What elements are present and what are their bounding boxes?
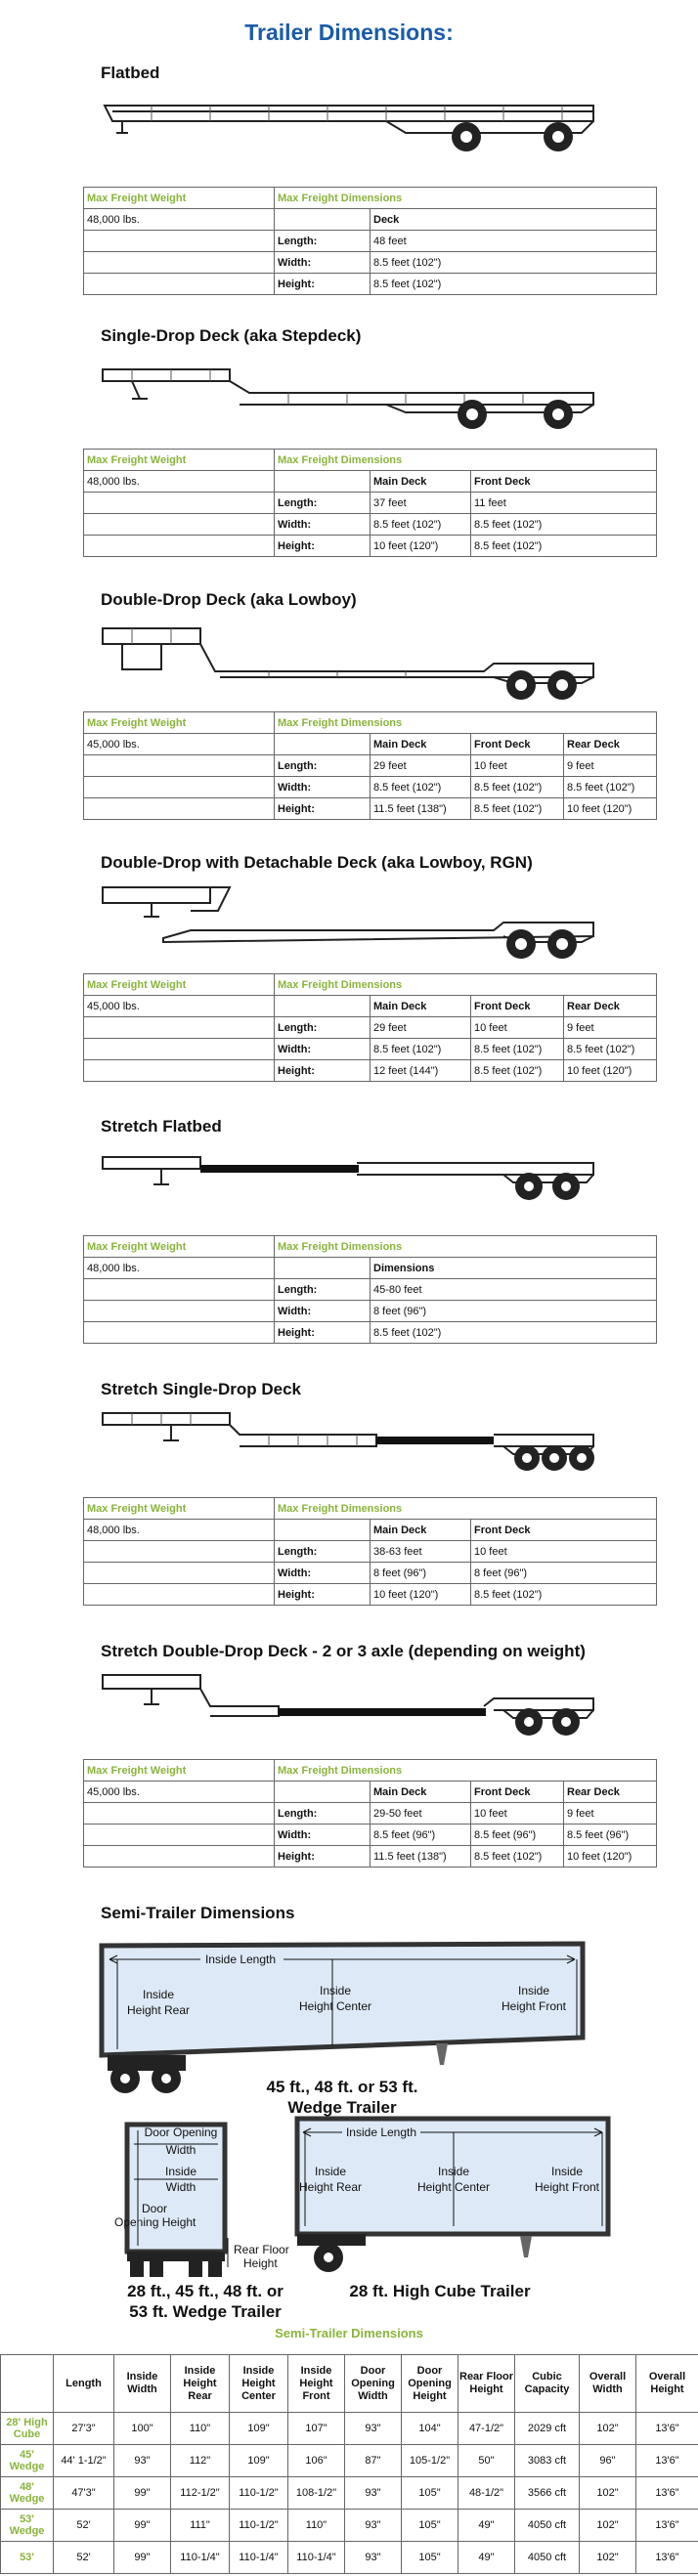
label-cube-height-center: Height Center	[416, 2180, 491, 2194]
stretch-double-drop-drawing	[93, 1667, 601, 1739]
label-inside-rear: Inside	[142, 1988, 175, 2001]
wedge-trailer-side-diagram	[98, 1940, 587, 2096]
rear-caption-line-2: 53 ft. Wedge Trailer	[129, 2302, 282, 2321]
rgn-trailer-drawing	[93, 878, 601, 964]
label-height-rear: Height Rear	[126, 2003, 191, 2017]
single-drop-trailer-drawing	[93, 360, 601, 432]
section-title-single-drop: Single-Drop Deck (aka Stepdeck)	[101, 326, 362, 345]
section-title-double-drop: Double-Drop Deck (aka Lowboy)	[101, 590, 357, 609]
semi-table-title: Semi-Trailer Dimensions	[275, 2326, 423, 2340]
semi-table-header: Length Inside Width Inside Height Rear Inside Height Center Inside Height Front Door Opening Width Door Opening Height Rear Floor Height Cubic Capacity Overall Width Overall Height	[1, 2355, 698, 2413]
label-door-opening: Door Opening	[144, 2125, 218, 2139]
label-cube-height-rear: Height Rear	[298, 2180, 363, 2194]
table-row: 48' Wedge 47'3" 99" 112-1/2" 110-1/2" 108-1/2" 93" 105" 48-1/2" 3566 cft 102" 13'6"	[1, 2477, 698, 2510]
rear-caption-line-1: 28 ft., 45 ft., 48 ft. or	[127, 2282, 284, 2300]
label-cube-inside-front: Inside	[550, 2165, 584, 2178]
section-title-semi: Semi-Trailer Dimensions	[101, 1904, 295, 1922]
section-title-stretch-single-drop: Stretch Single-Drop Deck	[101, 1380, 301, 1398]
label-height-front: Height Front	[501, 1999, 567, 2013]
section-title-stretch-flatbed: Stretch Flatbed	[101, 1117, 222, 1136]
label-inside-length: Inside Length	[204, 1953, 277, 1966]
spec-table-single-drop: Max Freight Weight Max Freight Dimensions 48,000 lbs. Main Deck Front Deck Length: 37 feet 11 feet Width: 8.5 feet (102") 8.5 feet (102") Height: 10 feet (120") 8.5 feet (102")	[83, 449, 657, 557]
semi-trailer-table	[0, 2354, 698, 2574]
spec-table-double-drop: Max Freight Weight Max Freight Dimensions 45,000 lbs. Main Deck Front Deck Rear Deck Length: 29 feet 10 feet 9 feet Width: 8.5 feet (102") 8.5 feet (102") 8.5 feet (102") Height: 11.5 feet (138") 8.5 feet (102") 10 feet (120")	[83, 711, 657, 820]
spec-table-stretch-single-drop: Max Freight Weight Max Freight Dimensions 48,000 lbs. Main Deck Front Deck Length: 38-63 feet 10 feet Width: 8 feet (96") 8 feet (96") Height: 10 feet (120") 8.5 feet (102")	[83, 1497, 657, 1606]
high-cube-side-diagram	[293, 2113, 616, 2279]
label-door: Door	[142, 2202, 168, 2215]
label-height-center: Height Center	[298, 1999, 372, 2013]
label-cube-inside-length: Inside Length	[345, 2125, 417, 2139]
label-inside-width-1: Inside	[164, 2165, 197, 2178]
wedge-trailer-caption	[215, 2077, 469, 2118]
label-inside-front: Inside	[517, 1984, 550, 1997]
section-title-flatbed: Flatbed	[101, 64, 160, 82]
section-title-rgn: Double-Drop with Detachable Deck (aka Lowboy, RGN)	[101, 853, 533, 872]
label-door-width: Width	[165, 2143, 196, 2157]
label-cube-inside-rear: Inside	[314, 2165, 347, 2178]
stretch-flatbed-drawing	[93, 1147, 601, 1210]
table-row: 45' Wedge 44' 1-1/2" 93" 112" 109" 106" 87" 105-1/2" 50" 3083 cft 96" 13'6"	[1, 2445, 698, 2477]
label-inside-width-2: Width	[165, 2180, 196, 2194]
rear-view-caption	[98, 2281, 313, 2322]
page-title: Trailer Dimensions:	[244, 20, 454, 45]
wedge-trailer-rear-diagram	[112, 2121, 308, 2277]
table-row: 28' High Cube 27'3" 100" 110" 109" 107" 93" 104" 47-1/2" 2029 cft 102" 13'6"	[1, 2413, 698, 2445]
table-row: 53' Wedge 52' 99" 111" 110-1/2" 110" 93" 105" 49" 4050 cft 102" 13'6"	[1, 2510, 698, 2542]
stretch-single-drop-drawing	[93, 1407, 601, 1474]
label-opening-height: Opening Height	[114, 2215, 196, 2229]
wedge-caption-line-1: 45 ft., 48 ft. or 53 ft.	[266, 2078, 418, 2096]
label-rear-floor: Rear Floor	[234, 2243, 289, 2256]
label-cube-height-front: Height Front	[534, 2180, 600, 2194]
spec-table-rgn: Max Freight Weight Max Freight Dimensions 45,000 lbs. Main Deck Front Deck Rear Deck Length: 29 feet 10 feet 9 feet Width: 8.5 feet (102") 8.5 feet (102") 8.5 feet (102") Height: 12 feet (144") 8.5 feet (102") 10 feet (120")	[83, 973, 657, 1082]
wedge-caption-line-2: Wedge Trailer	[287, 2098, 397, 2117]
label-cube-inside-center: Inside	[437, 2165, 470, 2178]
spec-table-stretch-flatbed: Max Freight Weight Max Freight Dimensions 48,000 lbs. Dimensions Length: 45-80 feet Width: 8 feet (96") Height: 8.5 feet (102")	[83, 1235, 657, 1344]
spec-table-stretch-double-drop: Max Freight Weight Max Freight Dimensions 45,000 lbs. Main Deck Front Deck Rear Deck Length: 29-50 feet 10 feet 9 feet Width: 8.5 feet (96") 8.5 feet (96") 8.5 feet (96") Height: 11.5 feet (138") 8.5 feet (102") 10 feet (120")	[83, 1759, 657, 1868]
double-drop-trailer-drawing	[93, 623, 601, 701]
label-rear-floor-height: Height	[243, 2256, 278, 2270]
section-title-stretch-double-drop: Stretch Double-Drop Deck - 2 or 3 axle (depending on weight)	[101, 1642, 586, 1660]
label-inside-center: Inside	[319, 1984, 352, 1997]
flatbed-trailer-drawing	[93, 94, 601, 156]
high-cube-caption: 28 ft. High Cube Trailer	[349, 2282, 531, 2300]
table-row: 53' 52' 99" 110-1/4" 110-1/4" 110-1/4" 93" 105" 49" 4050 cft 102" 13'6"	[1, 2542, 698, 2574]
spec-table-flatbed: Max Freight Weight Max Freight Dimensions 48,000 lbs. Deck Length: 48 feet Width: 8.5 feet (102") Height: 8.5 feet (102")	[83, 187, 657, 295]
